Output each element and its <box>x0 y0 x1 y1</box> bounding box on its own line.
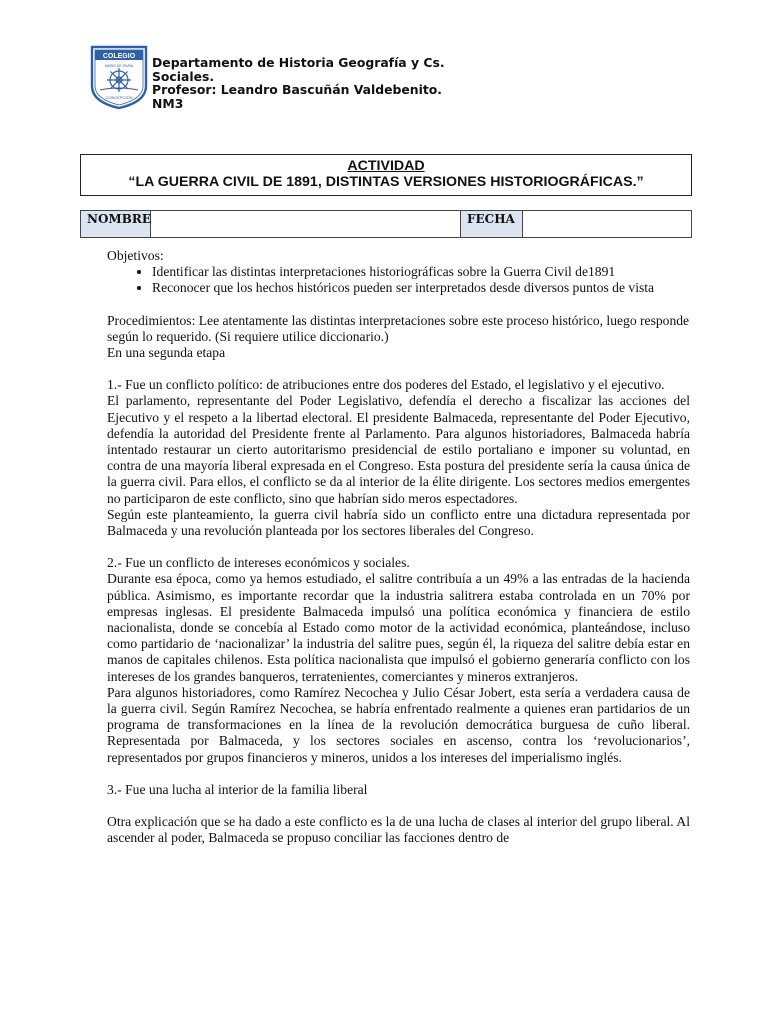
objectives-heading: Objetivos: <box>107 248 164 263</box>
objectives-list <box>107 264 690 296</box>
procedures-text: Procedimientos: Lee atentamente las distintas interpretaciones sobre este proceso histórico, luego responde según lo requerido. (Si requiere utilice diccionario.) <box>107 312 690 344</box>
logo-top-text: COLEGIO <box>102 53 136 60</box>
header-department-line: Departamento de Historia Geografía y Cs. <box>152 55 445 70</box>
objective-item: • Reconocer que los hechos históricos pueden ser interpretados desde diversos puntos de vista <box>152 280 690 296</box>
school-crest-icon <box>86 42 152 110</box>
date-label: FECHA <box>461 211 523 237</box>
section-1-heading: 1.- Fue un conflicto político: de atribuciones entre dos poderes del Estado, el legislativo y el ejecutivo. <box>107 377 665 393</box>
school-logo <box>86 42 152 110</box>
name-label: NOMBRE <box>81 211 151 237</box>
section-2-heading: 2.- Fue un conflicto de intereses económicos y sociales. <box>107 555 410 571</box>
section-2-paragraph: Durante esa época, como ya hemos estudiado, el salitre contribuía a un 49% a las entradas de la hacienda pública. Asimismo, es importante recordar que la industria salitrera estaba controlada en un 70% por empresas inglesas. El presidente Balmaceda impulsó una política económica y financiera de estilo nacionalista, donde se concebía al Estado como motor de la actividad económica, planteándose, incluso como partidario de ‘nacionalizar’ la industria del salitre pues, según él, la riqueza del salitre debía estar en manos de capitales chilenos. Esta política nacionalista que impulsó el gobierno generaría conflicto con los intereses de los grandes banqueros, terratenientes, comerciantes y mineros extranjeros. <box>107 571 690 684</box>
activity-title: “LA GUERRA CIVIL DE 1891, DISTINTAS VERSIONES HISTORIOGRÁFICAS.” <box>128 174 644 190</box>
objective-item: • Identificar las distintas interpretaciones historiográficas sobre la Guerra Civil de1891 <box>152 264 690 280</box>
logo-ring-text: MARIO DE IRUÑA <box>104 64 134 68</box>
activity-label: ACTIVIDAD <box>347 158 425 174</box>
activity-title-box <box>80 154 692 196</box>
section-2-paragraph: Para algunos historiadores, como Ramírez Necochea y Julio César Jobert, esta sería a verdadera causa de la guerra civil. Según Ramírez Necochea, se habría enfrentado realmente a quienes eran partidarios de un programa de transformaciones en la línea de la revolución democrática burguesa de cuño liberal. Representada por Balmaceda, y los sectores sociales en ascenso, contra los ‘revolucionarios’, representados por grupos financieros y mineros, unidos a los intereses del imperialismo inglés. <box>107 684 690 765</box>
date-field[interactable] <box>523 211 691 237</box>
department-header <box>152 56 472 110</box>
section-3-paragraph: Otra explicación que se ha dado a este conflicto es la de una lucha de clases al interior del grupo liberal. Al ascender al poder, Balmaceda se propuso conciliar las facciones dentro de <box>107 814 690 846</box>
header-department-line-cont: Sociales. <box>152 68 215 84</box>
logo-bottom-text: CONCEPCIÓN <box>105 95 133 100</box>
name-field[interactable] <box>151 211 461 237</box>
section-3-heading: 3.- Fue una lucha al interior de la familia liberal <box>107 781 368 797</box>
student-info-table <box>80 210 692 238</box>
header-teacher-line: Profesor: Leandro Bascuñán Valdebenito. <box>152 82 442 98</box>
section-1-paragraph: Según este planteamiento, la guerra civil habría sido un conflicto entre una dictadura representada por Balmaceda y una revolución planteada por los sectores liberales del Congreso. <box>107 506 690 539</box>
document-body <box>107 248 690 847</box>
section-1-paragraph: El parlamento, representante del Poder Legislativo, defendía el derecho a fiscalizar las acciones del Ejecutivo y el respeto a la libertad electoral. El presidente Balmaceda, representante del Poder Ejecutivo, defendía la autoridad del Presidente frente al Parlamento. Para algunos historiadores, Balmaceda habría intentado restaurar un cierto autoritarismo presidencial de estilo portaliano e imponer su voluntad, en contra de una mayoría liberal expresada en el Congreso. Esta postura del presidente sería la causa única de la guerra civil. Para ellos, el conflicto se da al interior de la élite dirigente. Los sectores medios emergentes no participaron de este conflicto, sino que habrían sido meros espectadores. <box>107 393 690 506</box>
header-level-line: NM3 <box>152 95 184 111</box>
procedures-stage: En una segunda etapa <box>107 345 226 361</box>
